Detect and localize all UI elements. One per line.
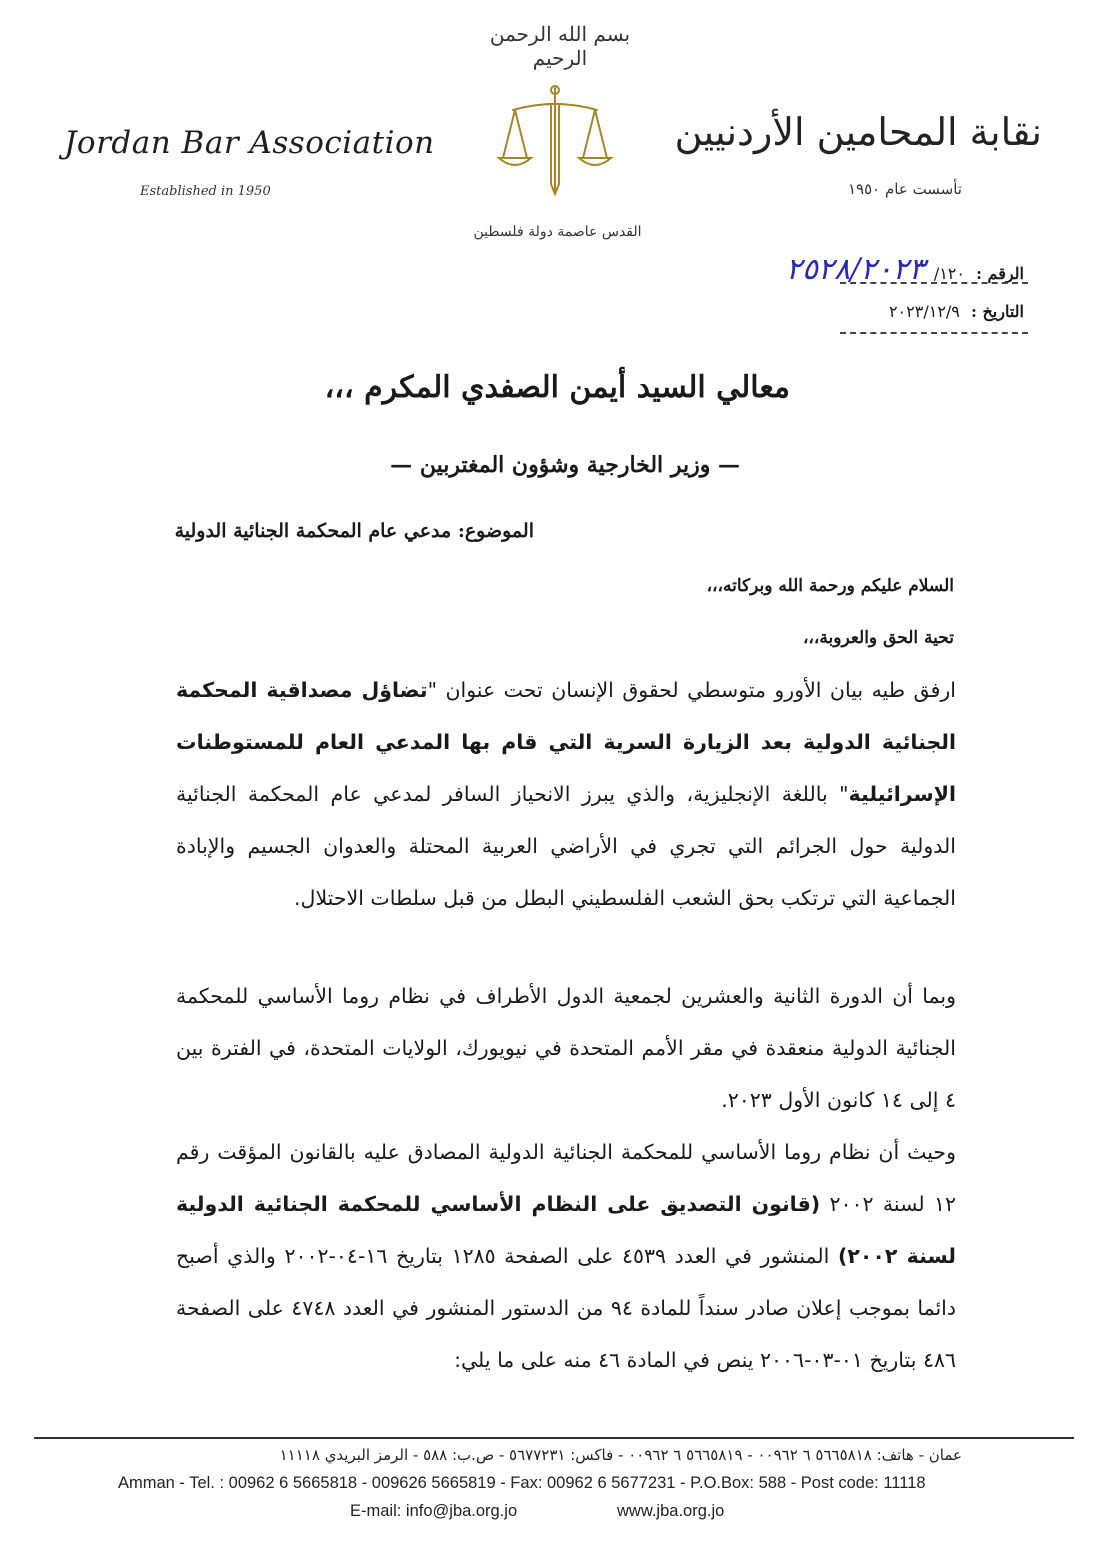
addressee-position: — وزير الخارجية وشؤون المغتربين — bbox=[390, 452, 740, 478]
footer-divider bbox=[34, 1437, 1074, 1439]
p3-law-title: (قانون التصديق على النظام الأساسي للمحكمة الجنائية الدولية لسنة ٢٠٠٢) bbox=[176, 1192, 957, 1268]
motto-arabic: القدس عاصمة دولة فلسطين bbox=[473, 224, 642, 240]
body-paragraph-3 bbox=[176, 1126, 956, 1386]
footer-website: www.jba.org.jo bbox=[617, 1502, 725, 1520]
basmala: بسم الله الرحمن الرحيم bbox=[489, 22, 631, 70]
subject-line: الموضوع: مدعي عام المحكمة الجنائية الدولية bbox=[174, 520, 534, 542]
date-label: التاريخ : bbox=[970, 302, 1024, 321]
greeting: السلام عليكم ورحمة الله وبركاته،،، bbox=[706, 576, 954, 596]
org-name-english: Jordan Bar Association bbox=[64, 125, 435, 161]
established-arabic: تأسست عام ١٩٥٠ bbox=[847, 180, 962, 198]
date-value: ٢٠٢٣/١٢/٩ bbox=[888, 302, 960, 321]
footer-address-english: Amman - Tel. : 00962 6 5665818 - 009626 5665819 - Fax: 00962 6 5677231 - P.O.Box: 588 - Post code: 11118 bbox=[118, 1474, 926, 1492]
p3-intro: وحيث أن نظام روما الأساسي للمحكمة الجنائية الدولية المصادق عليه بالقانون المؤقت رقم ١٢ لسنة ٢٠٠٢ bbox=[176, 1140, 956, 1216]
footer-address-arabic: عمان - هاتف: ٥٦٦٥٨١٨ ٦ ٠٠٩٦٢ - ٥٦٦٥٨١٩ ٦ ٠٠٩٦٢ - فاكس: ٥٦٧٧٢٣١ - ص.ب: ٥٨٨ - الرمز البريدي ١١١١٨ bbox=[279, 1446, 962, 1464]
footer-email: E-mail: info@jba.org.jo bbox=[350, 1502, 518, 1520]
addressee: معالي السيد أيمن الصفدي المكرم ،،، bbox=[324, 370, 790, 405]
salutation: تحية الحق والعروبة،،، bbox=[802, 628, 954, 648]
date-underline bbox=[840, 332, 1028, 334]
established-english: Established in 1950 bbox=[140, 184, 271, 199]
reference-handwritten: ٢٥٢٨/٢٠٢٣ bbox=[785, 252, 925, 287]
p1-report-title: تضاؤل مصداقية المحكمة الجنائية الدولية بعد الزيارة السرية التي قام بها المدعي العام للمستوطنات الإسرائيلية bbox=[176, 678, 956, 806]
p3-rest: المنشور في العدد ٤٥٣٩ على الصفحة ١٢٨٥ بتاريخ ١٦-٠٤-٢٠٠٢ والذي أصبح دائما بموجب إعلان صادر سنداً للمادة ٩٤ من الدستور المنشور في العدد ٤٧٤٨ على الصفحة ٤٨٦ بتاريخ ٠١-٠٣-٢٠٠٦ ينص في المادة ٤٦ منه على ما يلي: bbox=[176, 1244, 957, 1372]
reference-label: الرقم : bbox=[976, 264, 1024, 283]
letter-date bbox=[889, 302, 1024, 321]
p1-rest: " باللغة الإنجليزية، والذي يبرز الانحياز السافر لمدعي عام المحكمة الجنائية الدولية حول الجرائم التي تجري في الأراضي العربية المحتلة والعدوان الجسيم والإبادة الجماعية التي ترتكب بحق الشعب الفلسطيني البطل من قبل سلطات الاحتلال. bbox=[176, 782, 956, 910]
body-paragraph-1 bbox=[176, 664, 956, 924]
body-paragraph-2: وبما أن الدورة الثانية والعشرين لجمعية الدول الأطراف في نظام روما الأساسي للمحكمة الجنائية الدولية منعقدة في مقر الأمم المتحدة في نيويورك، الولايات المتحدة، في الفترة بين ٤ إلى ١٤ كانون الأول ٢٠٢٣. bbox=[176, 984, 956, 1112]
p1-intro: ارفق طيه بيان الأورو متوسطي لحقوق الإنسان تحت عنوان " bbox=[427, 678, 956, 702]
reference-underline bbox=[840, 282, 1028, 284]
org-name-arabic: نقابة المحامين الأردنيين bbox=[674, 110, 1042, 154]
reference-prefix: ١٢٠/ bbox=[933, 264, 965, 283]
scales-of-justice-icon bbox=[495, 80, 615, 200]
